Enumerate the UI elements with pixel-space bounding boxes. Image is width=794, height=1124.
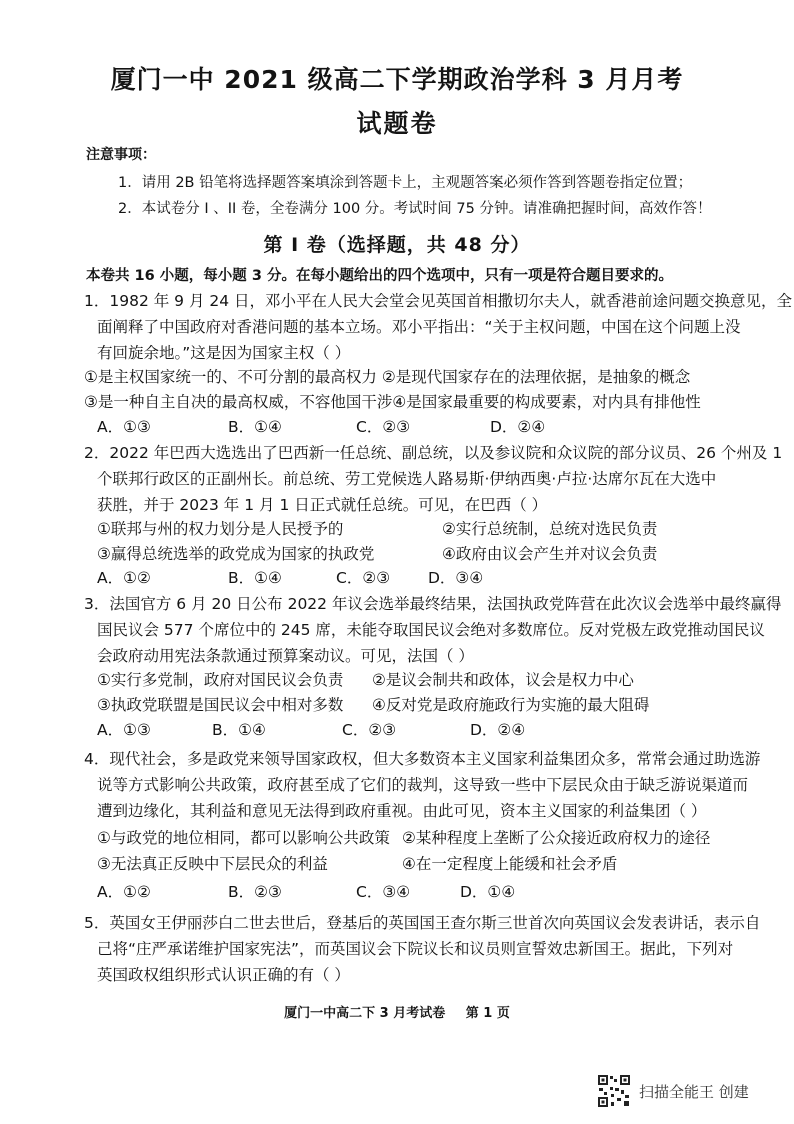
question-2-line: 2．2022 年巴西大选选出了巴西新一任总统、副总统，以及参议院和众议院的部分议员、26 个州及 1 (84, 444, 783, 462)
question-1-option-a[interactable]: A．①③ (97, 418, 151, 436)
question-1-line: 1．1982 年 9 月 24 日，邓小平在人民大会堂会见英国首相撒切尔夫人，就香港前途问题交换意见，全 (84, 292, 793, 310)
question-4-option-b[interactable]: B．②③ (228, 883, 282, 901)
question-2-option-b[interactable]: B．①④ (228, 569, 282, 587)
question-3-option-d[interactable]: D．②④ (470, 721, 526, 739)
question-3-option-b[interactable]: B．①④ (212, 721, 266, 739)
question-5-line: 5．英国女王伊丽莎白二世去世后，登基后的英国国王查尔斯三世首次向英国议会发表讲话，表示自 (84, 914, 761, 932)
question-3-statement: ①实行多党制，政府对国民议会负责 (97, 671, 344, 689)
question-4-statement: ②某种程度上垄断了公众接近政府权力的途径 (402, 829, 711, 847)
question-3-line: 会政府动用宪法条款通过预算案动议。可见，法国（ ） (97, 647, 474, 665)
page-footer (0, 1002, 794, 1021)
question-5-line: 英国政权组织形式认识正确的有（ ） (97, 966, 350, 984)
footer-school: 厦门一中高二下 3 月考试卷 (284, 1006, 446, 1021)
question-4-line: 4．现代社会，多是政党来领导国家政权，但大多数资本主义国家利益集团众多，常常会通过助选游 (84, 750, 761, 768)
question-4-option-a[interactable]: A．①② (97, 883, 151, 901)
question-2-option-a[interactable]: A．①② (97, 569, 151, 587)
question-2-statement: ④政府由议会产生并对议会负责 (442, 545, 658, 563)
exam-subtitle: 试题卷 (356, 109, 438, 138)
question-3-statement: ③执政党联盟是国民议会中相对多数 (97, 696, 344, 714)
question-4-statement: ③无法真正反映中下层民众的利益 (97, 855, 328, 873)
scanner-watermark (597, 1074, 749, 1108)
question-2-statement: ②实行总统制，总统对选民负责 (442, 520, 658, 538)
section-instruction: 本卷共 16 小题，每小题 3 分。在每小题给出的四个选项中，只有一项是符合题目要求的。 (86, 268, 673, 284)
question-4-line: 遭到边缘化，其利益和意见无法得到政府重视。由此可见，资本主义国家的利益集团（ ） (97, 802, 707, 820)
question-1-line: 有回旋余地。”这是因为国家主权（ ） (97, 344, 351, 362)
question-3-option-c[interactable]: C．②③ (342, 721, 397, 739)
question-4-statement: ①与政党的地位相同，都可以影响公共政策 (97, 829, 390, 847)
question-2-option-d[interactable]: D．③④ (428, 569, 484, 587)
question-4-line: 说等方式影响公共政策，政府甚至成了它们的裁判，这导致一些中下层民众由于缺乏游说渠道而 (97, 776, 749, 794)
question-4-statement: ④在一定程度上能缓和社会矛盾 (402, 855, 618, 873)
question-1-option-b[interactable]: B．①④ (228, 418, 282, 436)
section-title: 第 I 卷（选择题，共 48 分） (263, 234, 531, 256)
question-5-line: 己将“庄严承诺维护国家宪法”，而英国议会下院议长和议员则宣誓效忠新国王。据此，下列对 (97, 940, 734, 958)
question-2-line: 获胜，并于 2023 年 1 月 1 日正式就任总统。可见，在巴西（ ） (97, 496, 548, 514)
question-2-line: 个联邦行政区的正副州长。前总统、劳工党候选人路易斯·伊纳西奥·卢拉·达席尔瓦在大选中 (97, 470, 717, 488)
question-2-statement: ①联邦与州的权力划分是人民授予的 (97, 520, 344, 538)
question-3-line: 国民议会 577 个席位中的 245 席，未能夺取国民议会绝对多数席位。反对党极左政党推动国民议 (97, 621, 765, 639)
question-1-statement: ①是主权国家统一的、不可分割的最高权力 ②是现代国家存在的法理依据，是抽象的概念 (84, 368, 691, 386)
question-2-statement: ③赢得总统选举的政党成为国家的执政党 (97, 545, 375, 563)
question-1-line: 面阐释了中国政府对香港问题的基本立场。邓小平指出：“关于主权问题，中国在这个问题上没 (97, 318, 741, 336)
scanner-label: 扫描全能王 创建 (639, 1082, 749, 1101)
question-2-option-c[interactable]: C．②③ (336, 569, 391, 587)
question-3-statement: ④反对党是政府施政行为实施的最大阻碍 (372, 696, 650, 714)
qr-code-icon (597, 1074, 631, 1108)
footer-page-number: 第 1 页 (465, 1006, 510, 1021)
question-3-statement: ②是议会制共和政体，议会是权力中心 (372, 671, 634, 689)
exam-title: 厦门一中 2021 级高二下学期政治学科 3 月月考 (110, 65, 684, 94)
question-3-line: 3．法国官方 6 月 20 日公布 2022 年议会选举最终结果，法国执政党阵营在此次议会选举中最终赢得 (84, 595, 782, 613)
question-3-option-a[interactable]: A．①③ (97, 721, 151, 739)
notes-heading: 注意事项： (86, 147, 156, 163)
question-4-option-c[interactable]: C．③④ (356, 883, 411, 901)
question-1-statement: ③是一种自主自决的最高权威，不容他国干涉④是国家最重要的构成要素，对内具有排他性 (84, 393, 701, 411)
note-item: 1．请用 2B 铅笔将选择题答案填涂到答题卡上，主观题答案必须作答到答题卷指定位置； (118, 175, 693, 191)
question-1-option-c[interactable]: C．②③ (356, 418, 411, 436)
question-1-option-d[interactable]: D．②④ (490, 418, 546, 436)
question-4-option-d[interactable]: D．①④ (460, 883, 516, 901)
note-item: 2．本试卷分 I 、II 卷，全卷满分 100 分。考试时间 75 分钟。请准确把握时间，高效作答！ (118, 201, 712, 217)
